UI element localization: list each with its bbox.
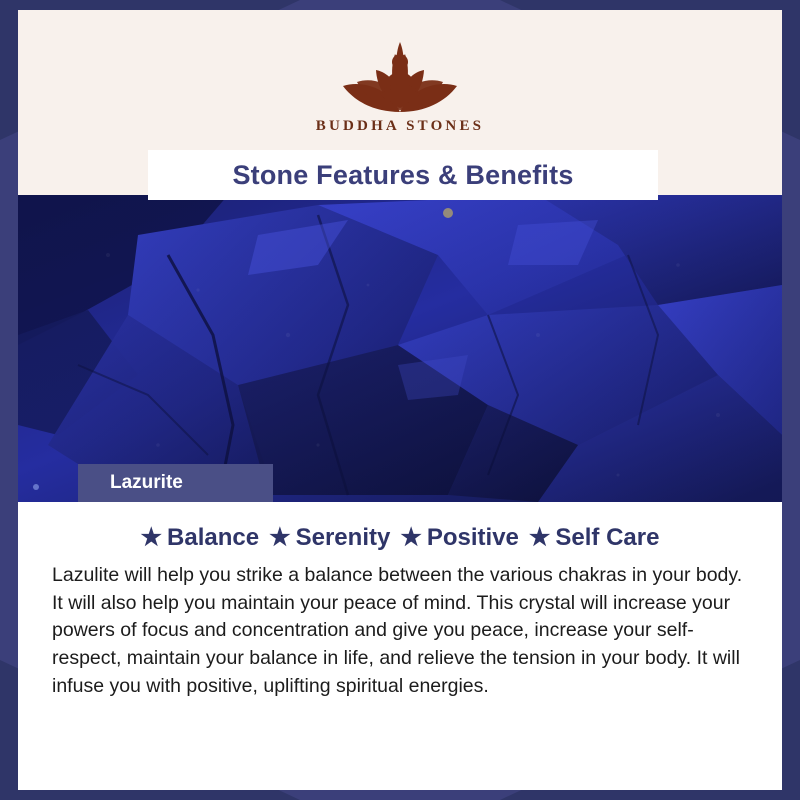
lotus-meditation-icon bbox=[325, 24, 475, 116]
page-title bbox=[148, 150, 658, 200]
keyword-item bbox=[269, 524, 390, 552]
description-text: Lazulite will help you strike a balance between the various chakras in your body. It will also help you maintain your peace of mind. This crystal will increase your powers of focus and concentration and give you peace, increase your self-respect, maintain your balance in life, and relieve the tension in your body. It will infuse you with positive, uplifting spiritual energies. bbox=[52, 564, 743, 697]
star-icon: ★ bbox=[269, 524, 291, 551]
brand-name: BUDDHA STONES bbox=[315, 118, 485, 134]
star-icon: ★ bbox=[140, 524, 163, 551]
stone-name-badge bbox=[78, 464, 273, 502]
keyword-item bbox=[400, 524, 519, 552]
page-title-text: Stone Features & Benefits bbox=[232, 159, 574, 190]
keyword-item bbox=[141, 524, 260, 552]
star-icon: ★ bbox=[400, 524, 422, 551]
keyword-list bbox=[52, 524, 748, 552]
keyword-label: Serenity bbox=[295, 524, 391, 551]
description-section bbox=[18, 502, 782, 790]
keyword-item bbox=[529, 524, 660, 552]
brand-header bbox=[18, 10, 782, 155]
stone-photo bbox=[18, 195, 782, 502]
keyword-label: Balance bbox=[167, 524, 260, 551]
star-icon: ★ bbox=[528, 524, 551, 551]
stone-photo-graphic bbox=[18, 195, 782, 502]
content-card bbox=[18, 10, 782, 790]
keyword-label: Self Care bbox=[555, 524, 660, 551]
stone-name-text: Lazurite bbox=[110, 472, 183, 493]
keyword-label: Positive bbox=[426, 524, 519, 551]
